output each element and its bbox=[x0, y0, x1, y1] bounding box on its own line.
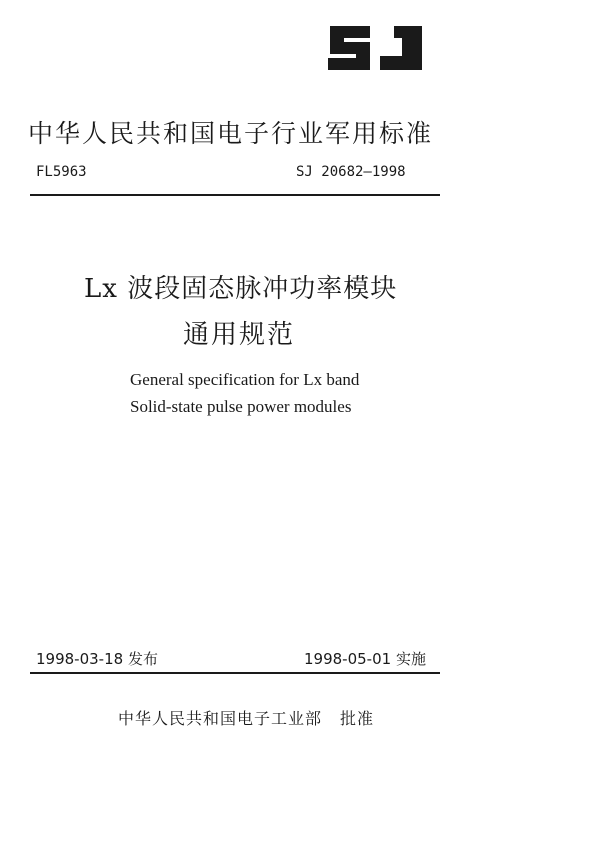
issue-date: 1998-03-18 发布 bbox=[36, 650, 158, 668]
issuer-approval: 批准 bbox=[340, 709, 375, 728]
sj-logo-graphic bbox=[322, 20, 428, 76]
issuer-name: 中华人民共和国电子工业部 bbox=[118, 709, 323, 728]
document-title-cn-line2: 通用规范 bbox=[183, 320, 296, 350]
footer-divider bbox=[30, 672, 440, 674]
implementation-date: 1998-05-01 实施 bbox=[304, 650, 426, 668]
standard-number: SJ 20682—1998 bbox=[296, 164, 406, 180]
organization-title: 中华人民共和国电子行业军用标准 bbox=[28, 119, 434, 148]
document-title-cn-line1: Lx 波段固态脉冲功率模块 bbox=[84, 274, 398, 304]
sj-logo bbox=[322, 20, 428, 76]
header-divider bbox=[30, 194, 440, 196]
classification-code: FL5963 bbox=[36, 164, 87, 180]
document-title-en-line1: General specification for Lx band bbox=[130, 370, 360, 389]
document-title-en-line2: Solid-state pulse power modules bbox=[130, 397, 352, 416]
issuing-authority bbox=[118, 706, 374, 729]
